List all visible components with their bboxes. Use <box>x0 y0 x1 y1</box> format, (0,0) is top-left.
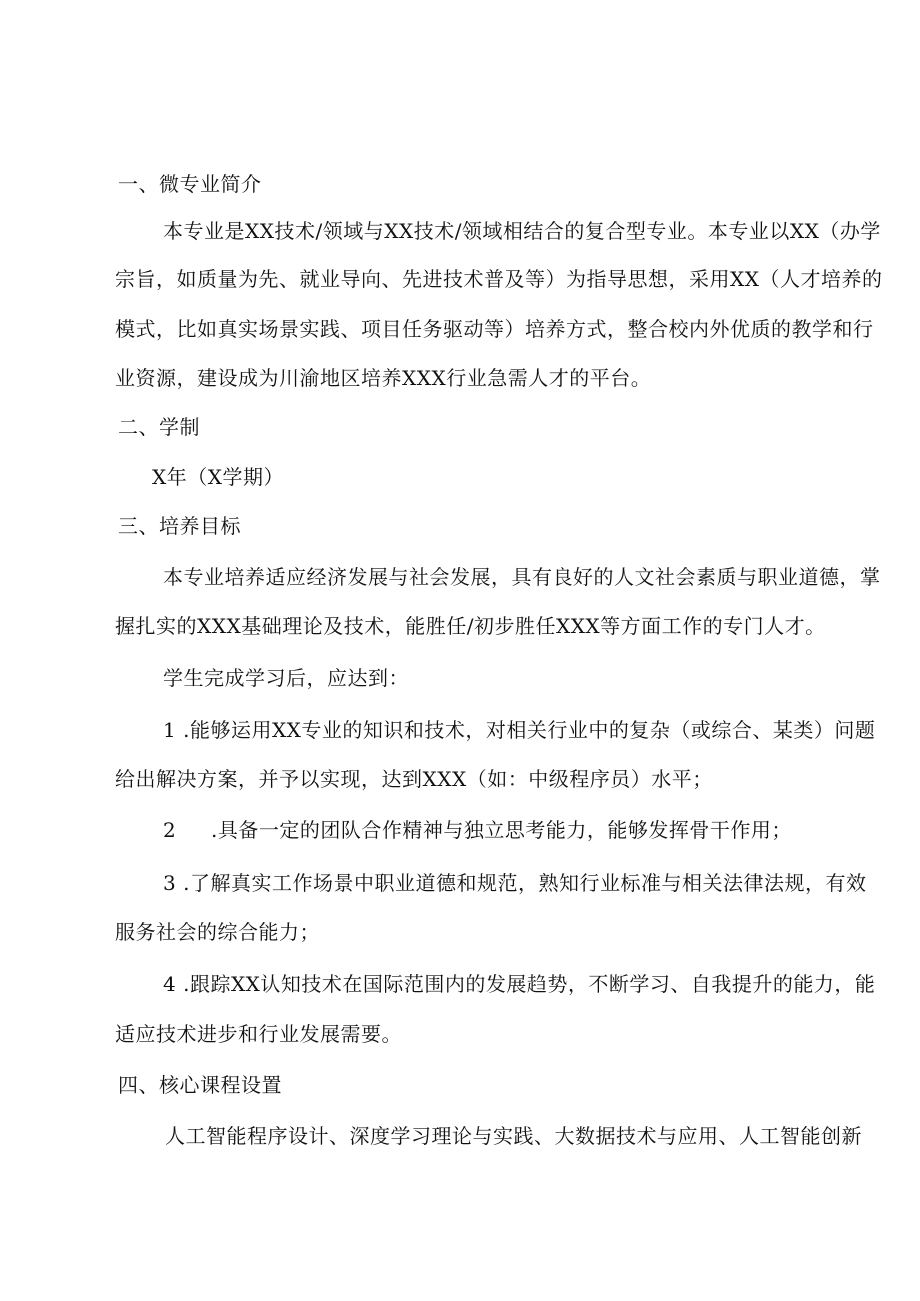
duration-text: X年（X学期） <box>152 465 284 489</box>
section-heading-duration: 二、学制 <box>118 415 200 439</box>
goal-item-2-text: .具备一定的团队合作精神与独立思考能力，能够发挥骨干作用； <box>211 818 792 842</box>
goals-paragraph-line-1: 本专业培养适应经济发展与社会发展，具有良好的人文社会素质与职业道德，掌 <box>163 565 881 589</box>
goal-item-4-line-1: 4 .跟踪XX认知技术在国际范围内的发展趋势，不断学习、自我提升的能力，能 <box>163 972 876 996</box>
goal-item-2-number: 2 <box>163 818 177 842</box>
goal-item-1-line-1: 1 .能够运用XX专业的知识和技术，对相关行业中的复杂（或综合、某类）问题 <box>163 718 876 742</box>
goals-paragraph-line-2: 握扎实的XXX基础理论及技术，能胜任/初步胜任XXX等方面工作的专门人才。 <box>115 614 826 638</box>
intro-paragraph-line-3: 模式，比如真实场景实践、项目任务驱动等）培养方式，整合校内外优质的教学和行 <box>115 317 874 341</box>
section-heading-courses: 四、核心课程设置 <box>118 1073 282 1097</box>
goal-item-1-line-2: 给出解决方案，并予以实现，达到XXX（如：中级程序员）水平； <box>115 767 713 791</box>
intro-paragraph-line-1: 本专业是XX技术/领域与XX技术/领域相结合的复合型专业。本专业以XX（办学 <box>163 219 881 243</box>
goal-item-3-line-1: 3 .了解真实工作场景中职业道德和规范，熟知行业标准与相关法律法规，有效 <box>163 871 867 895</box>
section-heading-intro: 一、微专业简介 <box>118 172 262 196</box>
goal-item-4-line-2: 适应技术进步和行业发展需要。 <box>115 1022 402 1046</box>
section-heading-goals: 三、培养目标 <box>118 514 241 538</box>
goal-item-2 <box>163 816 792 844</box>
goals-intro: 学生完成学习后，应达到： <box>163 666 409 690</box>
intro-paragraph-line-4: 业资源，建设成为川渝地区培养XXX行业急需人才的平台。 <box>115 366 652 390</box>
intro-paragraph-line-2: 宗旨，如质量为先、就业导向、先进技术普及等）为指导思想，采用XX（人才培养的 <box>115 267 883 291</box>
courses-paragraph-line-1: 人工智能程序设计、深度学习理论与实践、大数据技术与应用、人工智能创新 <box>165 1124 862 1148</box>
goal-item-3-line-2: 服务社会的综合能力； <box>115 920 320 944</box>
